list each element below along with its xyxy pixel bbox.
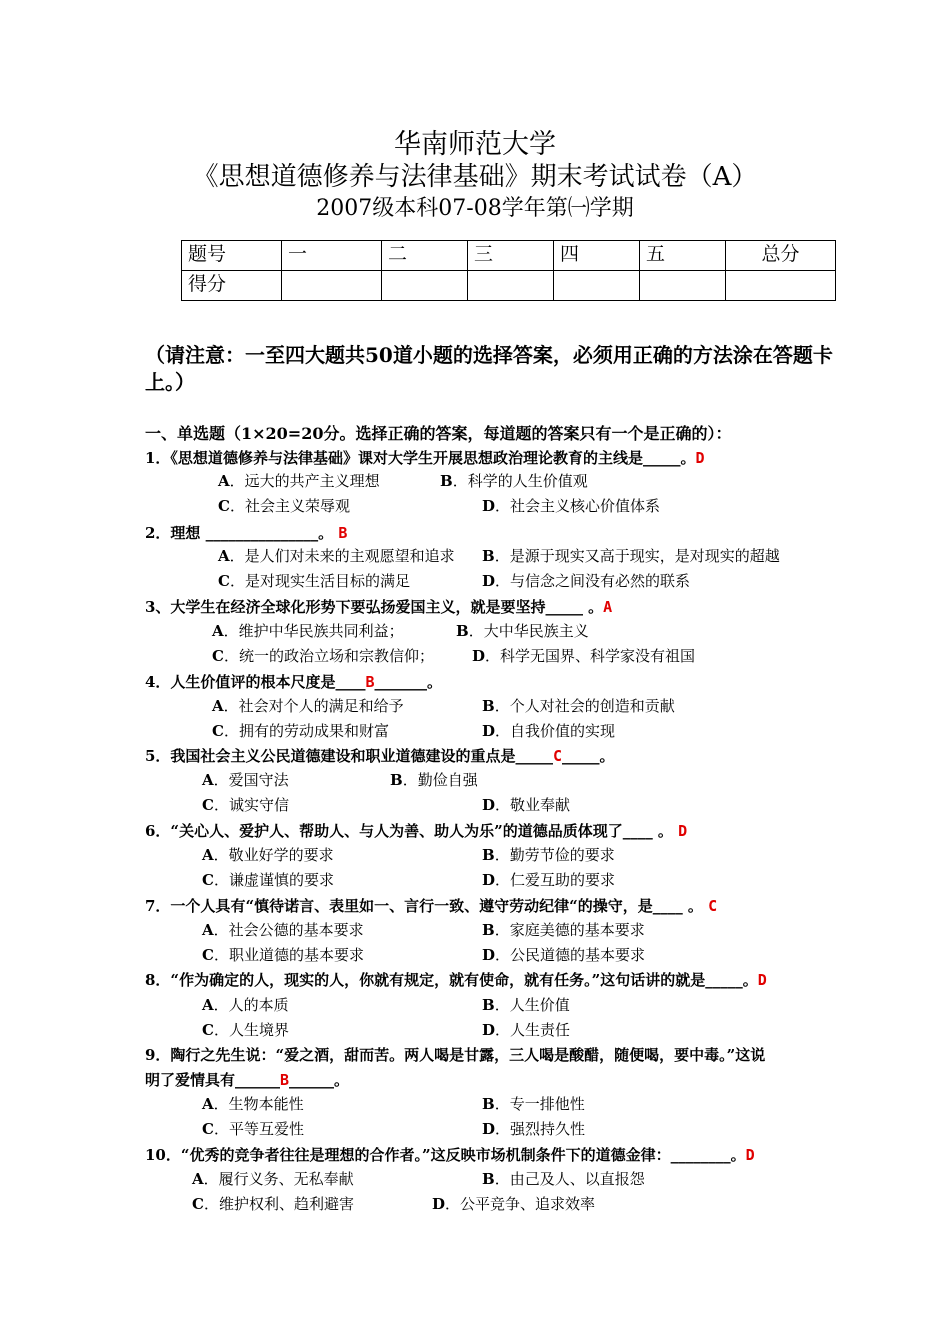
option-d: D．与信念之间没有必然的联系 — [482, 572, 691, 590]
option-c: C．维护权利、趋利避害 — [192, 1195, 354, 1213]
score-cell-empty — [468, 271, 554, 301]
question-text: 明了爱情具有______ — [145, 1071, 281, 1089]
question-text-tail: ______。 — [289, 1071, 350, 1089]
score-cell-empty — [382, 271, 468, 301]
option-d: D．敬业奉献 — [482, 796, 571, 814]
answer-mark: D — [745, 1146, 755, 1164]
question-text: 6．“关心人、爱护人、帮助人、与人为善、助人为乐”的道德品质体现了____ 。 — [145, 822, 673, 840]
option-a: A．人的本质 — [202, 996, 289, 1014]
option-c: C．人生境界 — [202, 1021, 289, 1039]
score-cell-empty — [282, 271, 382, 301]
answer-mark: C — [708, 897, 718, 915]
option-d: D．公民道德的基本要求 — [482, 946, 646, 964]
question-text: 10．“优秀的竞争者往往是理想的合作者。”这反映市场机制条件下的道德金律：________。 — [145, 1146, 746, 1164]
university-title: 华南师范大学 — [394, 129, 556, 160]
option-b: B．科学的人生价值观 — [440, 472, 588, 490]
question-stem — [145, 597, 612, 617]
option-c: C．社会主义荣辱观 — [218, 497, 350, 515]
option-b: B．家庭美德的基本要求 — [482, 921, 645, 939]
question-stem — [145, 1145, 755, 1165]
score-cell: 一 — [282, 241, 382, 271]
score-cell: 三 — [468, 241, 554, 271]
option-b: B．人生价值 — [482, 996, 570, 1014]
answer-mark: A — [603, 598, 613, 616]
option-a: A．生物本能性 — [202, 1095, 304, 1113]
question-text: 2．理想 _______________。 — [145, 524, 334, 542]
question-stem — [145, 523, 347, 543]
question-text: 7．一个人具有“慎待诺言、表里如一、言行一致、遵守劳动纪律“的操守，是____ 。 — [145, 897, 703, 915]
option-a: A．社会公德的基本要求 — [202, 921, 364, 939]
question-stem — [145, 896, 717, 916]
score-cell: 得分 — [182, 271, 282, 301]
score-table-score-row — [182, 271, 836, 301]
answer-mark: D — [695, 449, 705, 467]
answer-mark: C — [552, 747, 562, 765]
option-b: B．是源于现实又高于现实，是对现实的超越 — [482, 547, 780, 565]
answer-mark: B — [338, 524, 348, 542]
exam-title: 《思想道德修养与法律基础》期末考试试卷（A） — [192, 162, 758, 192]
question-text: 4．人生价值评的根本尺度是____ — [145, 673, 366, 691]
question-text: 5．我国社会主义公民道德建设和职业道德建设的重点是_____ — [145, 747, 553, 765]
question-text: 8．“作为确定的人，现实的人，你就有规定，就有使命，就有任务。”这句话讲的就是_____。 — [145, 971, 758, 989]
score-cell-empty — [640, 271, 726, 301]
score-cell: 四 — [554, 241, 640, 271]
section-title: 一、单选题（1×20=20分。选择正确的答案，每道题的答案只有一个是正确的）： — [145, 424, 732, 443]
option-a: A．是人们对未来的主观愿望和追求 — [218, 547, 455, 565]
option-c: C．统一的政治立场和宗教信仰； — [212, 647, 434, 665]
question-text: 3、大学生在经济全球化形势下要弘扬爱国主义，就是要坚持_____ 。 — [145, 598, 604, 616]
question-stem — [145, 821, 687, 841]
question-stem — [145, 970, 767, 990]
answer-mark: B — [365, 673, 375, 691]
score-cell-empty — [726, 271, 836, 301]
question-text: 1．《思想道德修养与法律基础》课对大学生开展思想政治理论教育的主线是_____。 — [145, 449, 696, 467]
option-a: A．维护中华民族共同利益； — [212, 622, 404, 640]
question-stem — [145, 746, 615, 766]
option-a: A．履行义务、无私奉献 — [192, 1170, 354, 1188]
score-cell: 题号 — [182, 241, 282, 271]
option-a: A．敬业好学的要求 — [202, 846, 334, 864]
option-d: D．科学无国界、科学家没有祖国 — [472, 647, 696, 665]
option-c: C．谦虚谨慎的要求 — [202, 871, 334, 889]
option-c: C．是对现实生活目标的满足 — [218, 572, 410, 590]
notice-text: （请注意：一至四大题共50道小题的选择答案，必须用正确的方法涂在答题卡上。） — [145, 343, 833, 394]
question-stem: 9．陶行之先生说：“爱之酒，甜而苦。两人喝是甘露，三人喝是酸醋，随便喝，要中毒。”这说 — [145, 1046, 766, 1064]
option-c: C．职业道德的基本要求 — [202, 946, 364, 964]
score-cell: 总分 — [726, 241, 836, 271]
option-d: D．仁爱互助的要求 — [482, 871, 616, 889]
score-cell-empty — [554, 271, 640, 301]
answer-mark: D — [757, 971, 767, 989]
option-a: A．爱国守法 — [202, 771, 289, 789]
question-stem — [145, 1070, 349, 1090]
score-cell: 二 — [382, 241, 468, 271]
score-table — [181, 240, 836, 301]
score-cell: 五 — [640, 241, 726, 271]
answer-mark: D — [678, 822, 688, 840]
option-c: C．诚实守信 — [202, 796, 289, 814]
question-text-tail: _____。 — [561, 747, 615, 765]
option-c: C．拥有的劳动成果和财富 — [212, 722, 389, 740]
answer-mark: B — [280, 1071, 290, 1089]
question-stem — [145, 672, 442, 692]
option-b: B．大中华民族主义 — [456, 622, 589, 640]
option-d: D．社会主义核心价值体系 — [482, 497, 661, 515]
option-d: D．人生责任 — [482, 1021, 571, 1039]
question-stem — [145, 448, 704, 468]
option-d: D．强烈持久性 — [482, 1120, 586, 1138]
option-a: A．远大的共产主义理想 — [218, 472, 380, 490]
option-b: B．专一排他性 — [482, 1095, 585, 1113]
option-c: C．平等互爱性 — [202, 1120, 304, 1138]
option-b: B．由己及人、以直报怨 — [482, 1170, 645, 1188]
score-table-header-row — [182, 241, 836, 271]
question-text-tail: _______。 — [374, 673, 442, 691]
option-b: B．勤俭自强 — [390, 771, 478, 789]
option-b: B．勤劳节俭的要求 — [482, 846, 615, 864]
option-a: A．社会对个人的满足和给予 — [212, 697, 404, 715]
option-d: D．公平竞争、追求效率 — [432, 1195, 596, 1213]
option-b: B．个人对社会的创造和贡献 — [482, 697, 675, 715]
term-subtitle: 2007级本科07-08学年第㈠学期 — [316, 196, 634, 221]
option-d: D．自我价值的实现 — [482, 722, 616, 740]
